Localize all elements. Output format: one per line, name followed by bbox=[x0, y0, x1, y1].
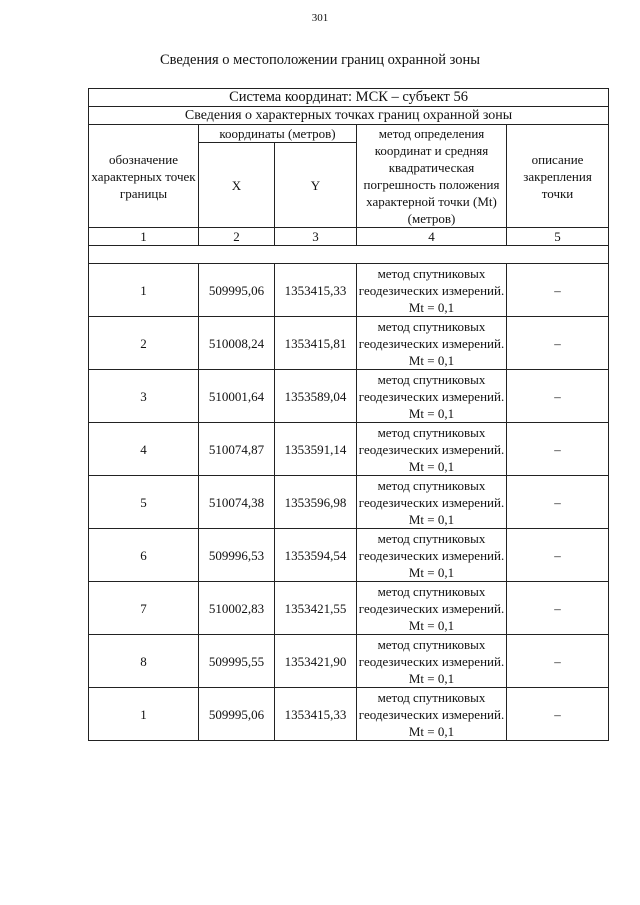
y-coordinate-cell: 1353415,33 bbox=[275, 264, 357, 317]
method-cell: метод спутниковых геодезических измерений. Mt = 0,1 bbox=[357, 582, 507, 635]
point-cell: 5 bbox=[89, 476, 199, 529]
coordinate-system-caption: Система координат: МСК – субъект 56 bbox=[89, 89, 609, 107]
column-number: 1 bbox=[89, 228, 199, 246]
x-coordinate-cell: 509995,06 bbox=[199, 688, 275, 741]
x-coordinate-cell: 510074,38 bbox=[199, 476, 275, 529]
page-number: 301 bbox=[311, 12, 329, 24]
document-title: Сведения о местоположении границ охранной зоны bbox=[159, 52, 480, 68]
x-coordinate-cell: 509995,55 bbox=[199, 635, 275, 688]
fixing-cell: – bbox=[507, 529, 609, 582]
table-row bbox=[89, 476, 609, 529]
column-number: 5 bbox=[507, 228, 609, 246]
point-cell: 8 bbox=[89, 635, 199, 688]
fixing-cell: – bbox=[507, 264, 609, 317]
header-y: Y bbox=[275, 143, 357, 228]
table-row bbox=[89, 529, 609, 582]
y-coordinate-cell: 1353415,33 bbox=[275, 688, 357, 741]
table-row bbox=[89, 264, 609, 317]
header-coordinates: координаты (метров) bbox=[199, 125, 357, 143]
points-caption: Сведения о характерных точках границ охранной зоны bbox=[89, 107, 609, 125]
point-cell: 6 bbox=[89, 529, 199, 582]
method-cell: метод спутниковых геодезических измерений. Mt = 0,1 bbox=[357, 476, 507, 529]
table-row bbox=[89, 688, 609, 741]
method-cell: метод спутниковых геодезических измерений. Mt = 0,1 bbox=[357, 264, 507, 317]
table-row bbox=[89, 635, 609, 688]
point-cell: 2 bbox=[89, 317, 199, 370]
header-method: метод определения координат и средняя квадратическая погрешность положения характерной точки (Mt) (метров) bbox=[357, 125, 507, 228]
header-x: X bbox=[199, 143, 275, 228]
x-coordinate-cell: 509995,06 bbox=[199, 264, 275, 317]
column-number: 2 bbox=[199, 228, 275, 246]
header-point-designation: обозначение характерных точек границы bbox=[89, 125, 199, 228]
point-cell: 1 bbox=[89, 688, 199, 741]
method-cell: метод спутниковых геодезических измерений. Mt = 0,1 bbox=[357, 370, 507, 423]
method-cell: метод спутниковых геодезических измерений. Mt = 0,1 bbox=[357, 423, 507, 476]
point-cell: 4 bbox=[89, 423, 199, 476]
fixing-cell: – bbox=[507, 317, 609, 370]
table-row bbox=[89, 423, 609, 476]
column-number: 3 bbox=[275, 228, 357, 246]
method-cell: метод спутниковых геодезических измерений. Mt = 0,1 bbox=[357, 688, 507, 741]
y-coordinate-cell: 1353421,90 bbox=[275, 635, 357, 688]
header-fixing-description: описание закрепления точки bbox=[507, 125, 609, 228]
empty-row bbox=[89, 246, 609, 264]
point-cell: 7 bbox=[89, 582, 199, 635]
fixing-cell: – bbox=[507, 688, 609, 741]
x-coordinate-cell: 510002,83 bbox=[199, 582, 275, 635]
y-coordinate-cell: 1353589,04 bbox=[275, 370, 357, 423]
fixing-cell: – bbox=[507, 423, 609, 476]
y-coordinate-cell: 1353594,54 bbox=[275, 529, 357, 582]
x-coordinate-cell: 510074,87 bbox=[199, 423, 275, 476]
column-number: 4 bbox=[357, 228, 507, 246]
method-cell: метод спутниковых геодезических измерений. Mt = 0,1 bbox=[357, 529, 507, 582]
y-coordinate-cell: 1353415,81 bbox=[275, 317, 357, 370]
fixing-cell: – bbox=[507, 370, 609, 423]
y-coordinate-cell: 1353596,98 bbox=[275, 476, 357, 529]
y-coordinate-cell: 1353421,55 bbox=[275, 582, 357, 635]
table-row bbox=[89, 317, 609, 370]
method-cell: метод спутниковых геодезических измерений. Mt = 0,1 bbox=[357, 317, 507, 370]
column-number-row bbox=[89, 228, 609, 246]
x-coordinate-cell: 510008,24 bbox=[199, 317, 275, 370]
table-row bbox=[89, 582, 609, 635]
empty-cell bbox=[89, 246, 609, 264]
x-coordinate-cell: 509996,53 bbox=[199, 529, 275, 582]
method-cell: метод спутниковых геодезических измерений. Mt = 0,1 bbox=[357, 635, 507, 688]
fixing-cell: – bbox=[507, 476, 609, 529]
point-cell: 1 bbox=[89, 264, 199, 317]
y-coordinate-cell: 1353591,14 bbox=[275, 423, 357, 476]
point-cell: 3 bbox=[89, 370, 199, 423]
table-row bbox=[89, 370, 609, 423]
fixing-cell: – bbox=[507, 582, 609, 635]
boundary-points-table bbox=[88, 88, 609, 741]
fixing-cell: – bbox=[507, 635, 609, 688]
x-coordinate-cell: 510001,64 bbox=[199, 370, 275, 423]
